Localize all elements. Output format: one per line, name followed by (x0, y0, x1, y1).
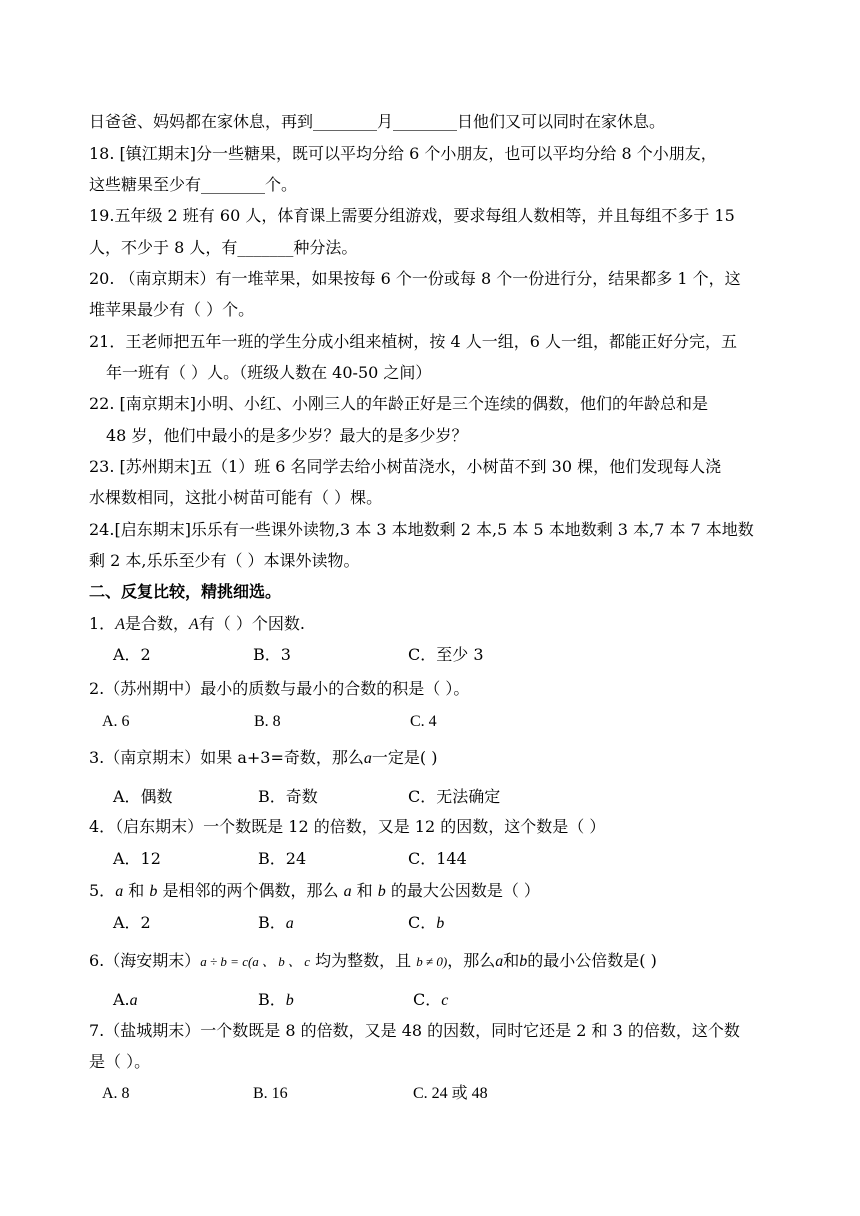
q5-option-b-var: a (285, 915, 294, 932)
q4-option-b[interactable]: B．24 (258, 849, 307, 868)
q22-line-1: 22. [南京期末]小明、小红、小刚三人的年龄正好是三个连续的偶数，他们的年龄总和是 (89, 394, 709, 413)
q5-option-c-label: C． (408, 913, 437, 932)
q23-line-1: 23. [苏州期末]五（1）班 6 名同学去给小树苗浇水，小树苗不到 30 棵，他们发现每人浇 (89, 457, 722, 476)
q6-option-a[interactable] (113, 990, 138, 1011)
q6-suffix: 的最小公倍数是( ) (527, 951, 657, 970)
q5-var-a: a (115, 883, 124, 900)
q2-option-b[interactable]: B. 8 (254, 713, 281, 730)
q23-line-2: 水棵数相同，这批小树苗可能有（ ）棵。 (89, 488, 383, 507)
q5-stem (89, 881, 860, 902)
q7-option-a[interactable]: A. 8 (102, 1085, 130, 1102)
q2-option-a[interactable]: A. 6 (102, 713, 130, 730)
q22-line-2: 48 岁，他们中最小的是多少岁？最大的是多少岁？ (106, 426, 468, 445)
q7-line-1: 7.（盐城期末）一个数既是 8 的倍数，又是 48 的因数，同时它还是 2 和 3 的倍数，这个数 (89, 1021, 740, 1040)
q6-option-b-var: b (285, 992, 294, 1009)
q6-var-a: a (495, 953, 504, 970)
q3-stem (89, 748, 860, 769)
q1-var-a-2: A (188, 616, 199, 633)
q2-option-c[interactable]: C. 4 (410, 713, 437, 730)
q19-line-1: 19.五年级 2 班有 60 人，体育课上需要分组游戏，要求每组人数相等，并且每组不多于 15 (89, 206, 735, 225)
q6-option-a-var: a (129, 992, 138, 1009)
q18-line-1: 18. [镇江期末]分一些糖果，既可以平均分给 6 个小朋友，也可以平均分给 8 个小朋友， (89, 144, 717, 163)
q21-line-1: 21．王老师把五年一班的学生分成小组来植树，按 4 人一组，6 人一组，都能正好分完，五 (89, 332, 737, 351)
q6-option-c[interactable] (413, 990, 448, 1011)
q5-option-a[interactable] (113, 913, 151, 933)
q21-line-2: 年一班有（ ）人。（班级人数在 40-50 之间） (106, 363, 432, 382)
q5-var-b: b (149, 883, 158, 900)
q6-option-b[interactable] (258, 990, 294, 1011)
q6-mid-2: ，那么 (447, 951, 496, 970)
q1-prefix: 1． (89, 614, 116, 633)
q6-and: 和 (503, 951, 520, 970)
q7-option-c[interactable]: C. 24 或 48 (413, 1085, 488, 1102)
q3-prefix: 3.（南京期末）如果 a+3=奇数，那么 (89, 748, 364, 767)
q4-option-a[interactable]: A．12 (113, 849, 161, 868)
q5-var-b-2: b (377, 883, 386, 900)
q3-var-a: a (363, 750, 372, 767)
section-heading: 二、反复比较，精挑细选。 (89, 582, 282, 601)
q1-mid: 是合数， (124, 614, 189, 633)
q17-line-2: 日爸爸、妈妈都在家休息，再到________月________日他们又可以同时在家休息。 (89, 112, 666, 131)
q3-option-a[interactable]: A．偶数 (113, 787, 173, 806)
q4-stem: 4．（启东期末）一个数既是 12 的倍数，又是 12 的因数，这个数是（ ） (89, 817, 606, 836)
q19-line-2: 人，不少于 8 人，有_______种分法。 (89, 238, 358, 257)
q6-var-b: b (519, 953, 528, 970)
q1-option-b[interactable]: B．3 (253, 645, 291, 664)
q24-line-1: 24.[启东期末]乐乐有一些课外读物,3 本 3 本地数剩 2 本,5 本 5 本地数剩 3 本,7 本 7 本地数 (89, 520, 754, 539)
q5-option-b[interactable] (258, 913, 294, 934)
q6-stem (89, 951, 860, 972)
q5-prefix: 5． (89, 881, 116, 900)
q5-option-c-var: b (436, 915, 445, 932)
q1-stem (89, 614, 860, 635)
q4-option-c[interactable]: C．144 (408, 849, 467, 868)
q6-option-b-label: B． (258, 990, 286, 1009)
q7-option-b[interactable]: B. 16 (253, 1085, 288, 1102)
q1-suffix: 有（ ）个因数. (198, 614, 305, 633)
q20-line-2: 堆苹果最少有（ ）个。 (89, 300, 255, 319)
q6-formula: a ÷ b = c(a 、 b 、 c (200, 954, 311, 969)
q6-condition: b ≠ 0) (416, 954, 448, 969)
q5-mid-1: 和 (123, 881, 150, 900)
q5-suffix: 的最大公因数是（ ） (385, 881, 540, 900)
q6-prefix: 6.（海安期末） (89, 951, 201, 970)
q6-option-a-label: A. (113, 990, 130, 1009)
q1-option-a[interactable]: A．2 (113, 645, 151, 664)
q6-option-c-var: c (441, 992, 449, 1009)
q5-var-a-2: a (343, 883, 352, 900)
q3-option-c[interactable]: C．无法确定 (408, 787, 501, 806)
q7-line-2: 是（ ）。 (89, 1052, 151, 1071)
q3-suffix: 一定是( ) (371, 748, 438, 767)
q5-mid-3: 和 (351, 881, 378, 900)
q5-option-b-label: B． (258, 913, 286, 932)
q1-option-c[interactable]: C．至少 3 (408, 645, 484, 664)
q5-option-c[interactable] (408, 913, 444, 934)
q2-stem: 2.（苏州期中）最小的质数与最小的合数的积是（ ）。 (89, 679, 470, 698)
q18-line-2: 这些糖果至少有________个。 (89, 175, 298, 194)
q20-line-1: 20. （南京期末）有一堆苹果，如果按每 6 个一份或每 8 个一份进行分，结果都多 1 个，这 (89, 269, 741, 288)
q6-mid: 均为整数，且 (310, 951, 417, 970)
q1-var-a: A (115, 616, 125, 633)
q3-option-b[interactable]: B．奇数 (258, 787, 318, 806)
q6-option-c-label: C． (413, 990, 442, 1009)
q5-mid-2: 是相邻的两个偶数，那么 (157, 881, 344, 900)
q24-line-2: 剩 2 本,乐乐至少有（ ）本课外读物。 (89, 551, 360, 570)
q5-option-a-label: A．2 (113, 913, 151, 932)
